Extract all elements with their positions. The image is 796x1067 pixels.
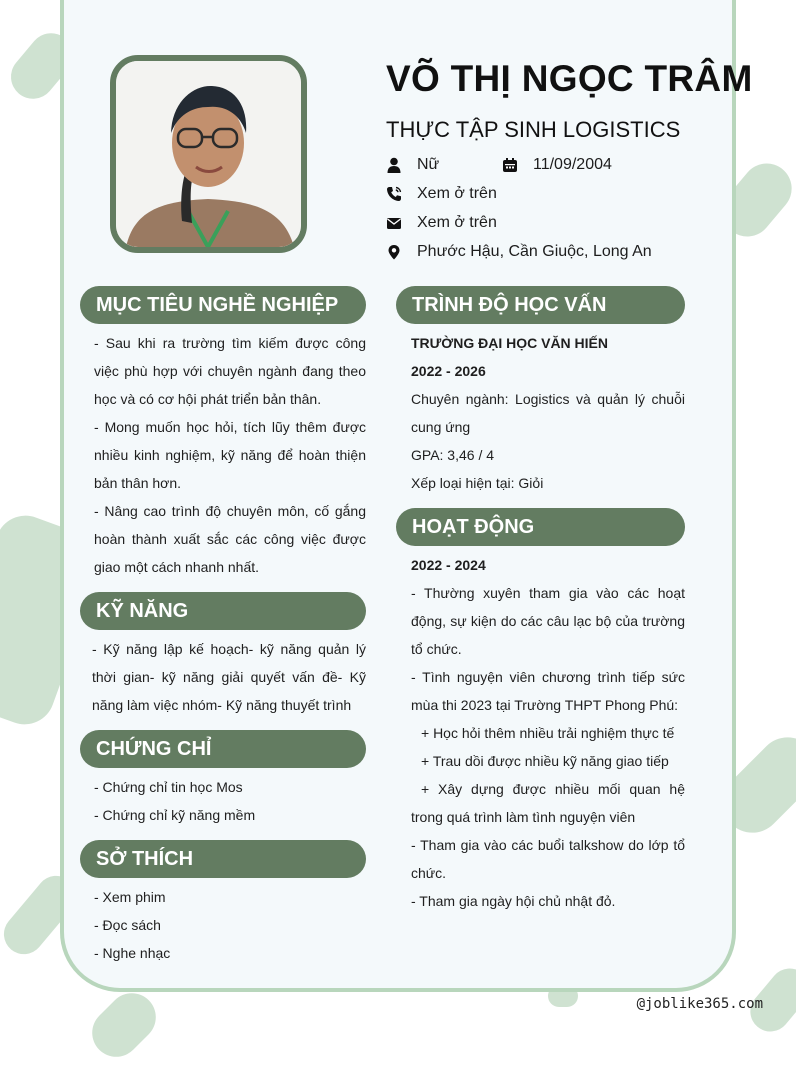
birthdate-value: 11/09/2004	[533, 156, 612, 173]
address-row	[386, 243, 652, 261]
activity-item: - Thường xuyên tham gia vào các hoạt động, sự kiện do các câu lạc bộ của trường tổ chức.	[411, 585, 685, 657]
objective-heading: MỤC TIÊU NGHỀ NGHIỆP	[80, 286, 366, 324]
education-text	[411, 329, 685, 497]
activity-subitem: + Trau dồi được nhiều kỹ năng giao tiếp	[421, 753, 669, 769]
skills-heading: KỸ NĂNG	[80, 592, 366, 630]
skills-item: - Kỹ năng lập kế hoạch- kỹ năng quản lý thời gian- kỹ năng giải quyết vấn đề- Kỹ năng làm việc nhóm- Kỹ năng thuyết trình	[92, 641, 366, 713]
education-major: Chuyên ngành: Logistics và quản lý chuỗi cung ứng	[411, 391, 685, 435]
activities-text	[411, 551, 685, 915]
person-icon	[386, 157, 402, 173]
education-period: 2022 - 2026	[411, 363, 486, 379]
certificate-item: - Chứng chỉ tin học Mos	[94, 779, 243, 795]
phone-value[interactable]: Xem ở trên	[417, 185, 497, 202]
bg-stripe	[82, 983, 165, 1066]
candidate-name: VÕ THỊ NGỌC TRÂM	[386, 58, 753, 99]
hobby-item: - Xem phim	[94, 889, 166, 905]
job-title: THỰC TẬP SINH LOGISTICS	[386, 117, 681, 142]
profile-photo	[110, 55, 307, 253]
gender-row	[386, 156, 439, 174]
activity-item: - Tham gia ngày hội chủ nhật đỏ.	[411, 893, 616, 909]
watermark: @joblike365.com	[636, 996, 763, 1012]
hobbies-heading: SỞ THÍCH	[80, 840, 366, 878]
email-row	[386, 214, 497, 232]
certificates-text	[94, 773, 366, 829]
phone-icon	[386, 186, 402, 202]
activities-heading: HOẠT ĐỘNG	[396, 508, 685, 546]
objective-text	[94, 329, 366, 581]
education-rank: Xếp loại hiện tại: Giỏi	[411, 475, 544, 491]
hobby-item: - Đọc sách	[94, 917, 161, 933]
objective-item: - Mong muốn học hỏi, tích lũy thêm được nhiều kinh nghiệm, kỹ năng để hoàn thiện bản thân hơn.	[94, 419, 366, 491]
certificates-heading: CHỨNG CHỈ	[80, 730, 366, 768]
activity-subitem: + Học hỏi thêm nhiều trải nghiệm thực tế	[421, 725, 675, 741]
activities-period: 2022 - 2024	[411, 557, 486, 573]
gender-value: Nữ	[417, 156, 440, 173]
certificate-item: - Chứng chỉ kỹ năng mềm	[94, 807, 256, 823]
skills-text	[92, 635, 366, 719]
location-pin-icon	[386, 244, 402, 260]
objective-item: - Nâng cao trình độ chuyên môn, cố gắng hoàn thành xuất sắc các công việc được giao một cách nhanh nhất.	[94, 503, 366, 575]
address-value: Phước Hậu, Cần Giuộc, Long An	[417, 243, 652, 260]
envelope-icon	[386, 215, 402, 231]
hobbies-text	[94, 883, 366, 967]
email-value[interactable]: Xem ở trên	[417, 214, 497, 231]
education-heading: TRÌNH ĐỘ HỌC VẤN	[396, 286, 685, 324]
calendar-icon	[502, 157, 518, 173]
school-name: TRƯỜNG ĐẠI HỌC VĂN HIẾN	[411, 335, 609, 351]
birthdate-row	[502, 156, 612, 174]
objective-item: - Sau khi ra trường tìm kiếm được công việc phù hợp với chuyên ngành đang theo học và có cơ hội phát triển bản thân.	[94, 335, 366, 407]
hobby-item: - Nghe nhạc	[94, 945, 171, 961]
phone-row	[386, 185, 497, 203]
activity-item: - Tình nguyện viên chương trình tiếp sức mùa thi 2023 tại Trường THPT Phong Phú:	[411, 669, 685, 713]
activity-subitem: + Xây dựng được nhiều mối quan hệ trong quá trình làm tình nguyện viên	[411, 781, 685, 825]
education-gpa: GPA: 3,46 / 4	[411, 447, 495, 463]
activity-item: - Tham gia vào các buổi talkshow do lớp tổ chức.	[411, 837, 685, 881]
